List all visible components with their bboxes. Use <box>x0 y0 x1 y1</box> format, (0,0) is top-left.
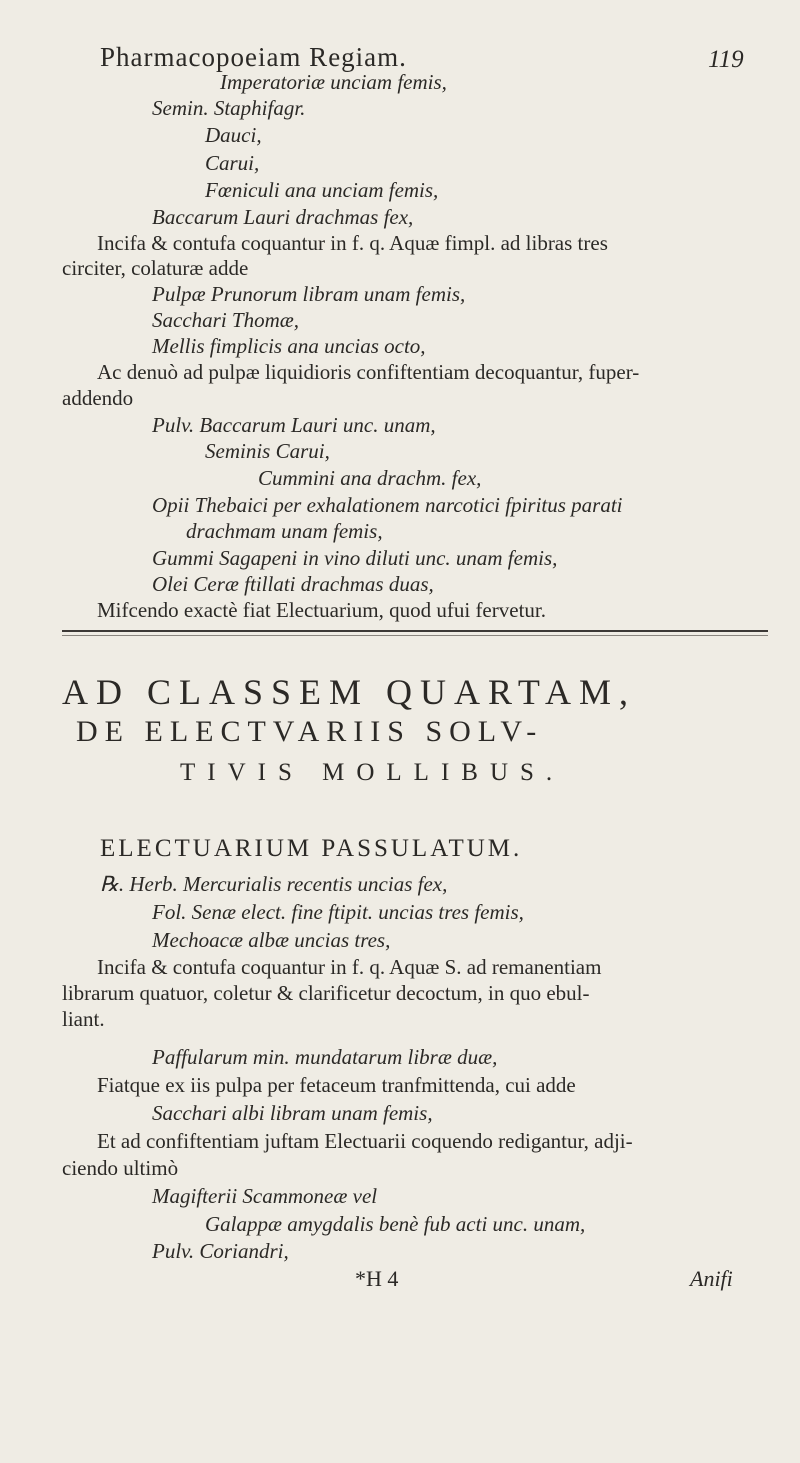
divider-rule <box>62 630 768 632</box>
recipe-line: Et ad confiftentiam juftam Electuarii coquendo redigantur, adji- <box>97 1129 633 1153</box>
recipe-line: Carui, <box>205 151 260 175</box>
section-heading-line: TIVIS MOLLIBUS. <box>180 759 565 786</box>
divider-rule <box>62 635 768 636</box>
section-heading-line: DE ELECTVARIIS SOLV- <box>76 715 544 748</box>
recipe-line: Pulpæ Prunorum libram unam femis, <box>152 282 466 306</box>
recipe-line: Cummini ana drachm. fex, <box>258 466 482 490</box>
recipe-line: Imperatoriæ unciam femis, <box>220 70 447 94</box>
recipe-line: liant. <box>62 1007 105 1031</box>
recipe-line: Baccarum Lauri drachmas fex, <box>152 205 414 229</box>
recipe-line: Sacchari albi libram unam femis, <box>152 1101 433 1125</box>
recipe-line: Dauci, <box>205 123 262 147</box>
running-title: Pharmacopoeiam Regiam. <box>100 42 407 72</box>
recipe-line: Fol. Senæ elect. fine ftipit. uncias tres femis, <box>152 900 524 924</box>
recipe-line: Gummi Sagapeni in vino diluti unc. unam femis, <box>152 546 558 570</box>
page-number: 119 <box>708 46 744 73</box>
catchword: Anifi <box>690 1266 733 1291</box>
recipe-line: Sacchari Thomæ, <box>152 308 299 332</box>
recipe-line: Pulv. Coriandri, <box>152 1239 289 1263</box>
recipe-line: Incifa & contufa coquantur in f. q. Aquæ fimpl. ad libras tres <box>97 231 608 255</box>
recipe-line: Fœniculi ana unciam femis, <box>205 178 439 202</box>
recipe-line: Opii Thebaici per exhalationem narcotici fpiritus parati <box>152 493 623 517</box>
recipe-line: Mechoacæ albæ uncias tres, <box>152 928 391 952</box>
recipe-line: Mellis fimplicis ana uncias octo, <box>152 334 426 358</box>
section-heading-line: AD CLASSEM QUARTAM, <box>62 672 636 712</box>
recipe-title: ELECTUARIUM PASSULATUM. <box>100 835 523 862</box>
recipe-line: librarum quatuor, coletur & clarificetur decoctum, in quo ebul- <box>62 981 590 1005</box>
recipe-line: Incifa & contufa coquantur in f. q. Aquæ S. ad remanentiam <box>97 955 602 979</box>
recipe-line: ciendo ultimò <box>62 1156 179 1180</box>
recipe-line: Ac denuò ad pulpæ liquidioris confiftentiam decoquantur, fuper- <box>97 360 640 384</box>
recipe-line: Olei Ceræ ftillati drachmas duas, <box>152 572 434 596</box>
recipe-line: drachmam unam femis, <box>186 519 383 543</box>
recipe-line: Galappæ amygdalis benè fub acti unc. unam, <box>205 1212 586 1236</box>
recipe-line: Magifterii Scammoneæ vel <box>152 1184 378 1208</box>
recipe-line: Seminis Carui, <box>205 439 330 463</box>
recipe-line: Mifcendo exactè fiat Electuarium, quod ufui fervetur. <box>97 598 546 622</box>
recipe-line: ℞. Herb. Mercurialis recentis uncias fex, <box>100 872 448 896</box>
recipe-line: Pulv. Baccarum Lauri unc. unam, <box>152 413 436 437</box>
recipe-line: Fiatque ex iis pulpa per fetaceum tranfmittenda, cui adde <box>97 1073 576 1097</box>
recipe-line: addendo <box>62 386 134 410</box>
signature-mark: *H 4 <box>355 1266 399 1291</box>
recipe-line: Paffularum min. mundatarum libræ duæ, <box>152 1045 498 1069</box>
recipe-line: Semin. Staphifagr. <box>152 96 306 120</box>
recipe-line: circiter, colaturæ adde <box>62 256 249 280</box>
